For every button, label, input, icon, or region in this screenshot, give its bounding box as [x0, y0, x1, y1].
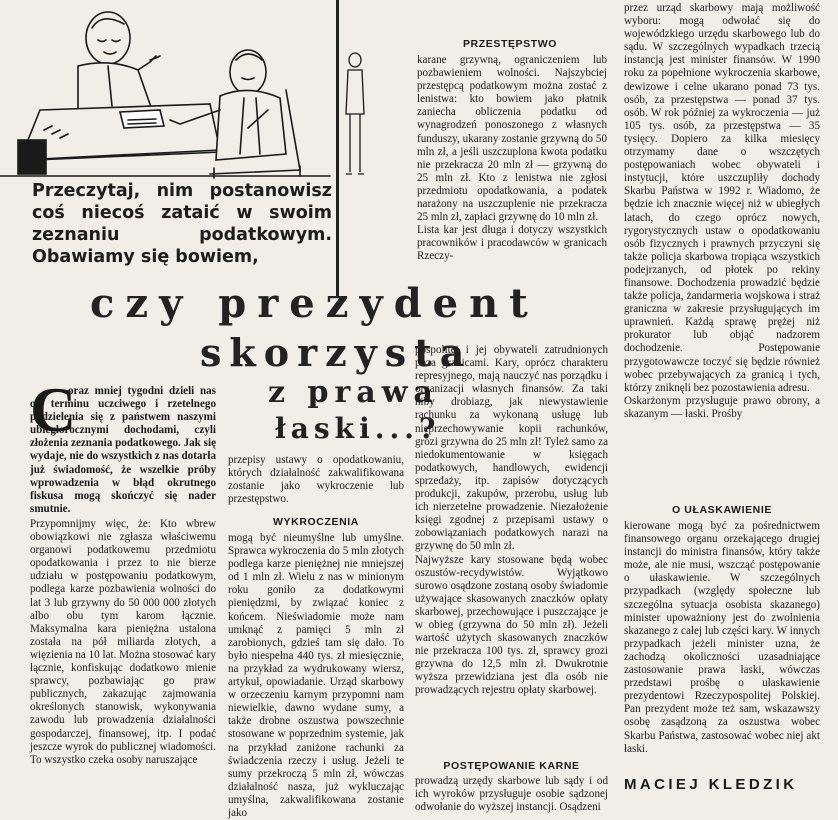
- figure-sketch: [344, 50, 366, 180]
- section-heading-postepowanie: POSTĘPOWANIE KARNE: [443, 760, 580, 772]
- column-right-text: przez urząd skarbowy mają możliwość wyboru: mogą odwołać się do wojewódzkiego urzędu skarbowego lub do sądu. W szczególnych wypadkach trzecią instancją jest minister finansów. W 1990 roku za popełnione wykroczenia skarbowe, dewizowe i celne ukarano ponad 73 tys. osób, za przestępstwa — ponad 37 tys. osób. W rok później za wykroczenia — już 105 tys. osób, za przestępstwa — 35 tysięcy. Dopiero za kilka miesięcy otrzymamy dane o wszczętych postępowaniach wobec obywateli i instytucji, które uszczupliły dochody Skarbu Państwa w 1992 r. Wiadomo, że będzie ich znacznie więcej niż w ubiegłych latach, do czego oprócz nowych, rygorystycznych ustaw o opodatkowaniu osób fizycznych i prawnych przyczyni się także policja skarbowa tropiąca wszystkich podejrzanych, od płotek po rekiny finansowe. Dochodzenia prowadzić będzie także policja, żandarmeria wojskowa i straż graniczna w zakresie przysługujących im uprawnień. Każdą sprawę prężej niż prokurator lub objąć nadzorem dochodzenie. Postępowanie przygotowawcze toczyć się będzie również wobec przebywających za granicą i tych, którzy zniknęli bez pozostawienia adresu. Oskarżonym przysługuje prawo obrony, a skazanym — łaski. Prośby: [624, 2, 820, 420]
- intro-paragraph: oraz mniej tygodni dzieli nas od terminu uczciwego i rzetelnego podzielenia się z państwem naszymi ubiegłorocznymi dochodami, czyli złożenia zeznania podatkowego. Jak się wydaje, nie do wszystkich z nas dotarła już świadomość, że wszelkie próby wprowadzenia w błąd okrutnego fiskusa mogą skończyć się nader smutnie.: [30, 385, 216, 515]
- column-przestepstwo-text: karane grzywną, ograniczeniem lub pozbawieniem wolności. Najszybciej przestępcą podatkowym można zostać z lenistwa: kto bowiem jako płatnik zaniecha obliczenia podatku od wynagrodzeń ponoszonego z własnych funduszy, ukarany zostanie grzywną do 50 mln zł, a jeśli uszczuplona kwota podatku nie przekracza 20 mln zł — grzywną do 25 mln zł. Kto z lenistwa nie zgłosi przedmiotu opodatkowania, a podatek narażony na uszczuplenie nie przekracza 25 mln zł, zapłaci grzywnę do 10 mln zł. Lista kar jest długa i dotyczy wszystkich pracowników i pracodawców w granicach Rzeczy-: [417, 54, 607, 263]
- column-two-body: mogą być nieumyślne lub umyślne. Sprawca wykroczenia do 5 mln złotych podlega karze pieniężnej nie mniejszej od 1 mln zł. Wielu z nas w minionym roku goniło za dodatkowymi pieniędzmi, by związać koniec z końcem. Nieświadomie może nam umknąć z pamięci 5 mln zł zarobionych, gdzieś tam się dało. To było niespełna 440 tys. zł miesięcznie, na przykład za wydrukowany wiersz, artykuł, opowiadanie. Urząd skarbowy w orzeczeniu karnym przypomni nam niewielkie, dawno wydane sumy, a także drobne oszustwa powszechnie stosowane w poprzednim systemie, jak na przykład zaniżone rachunki za świadczenia rzeczy i usług. Jeżeli te sumy przekroczą 5 mln zł, wówczas działalność nasza, już wykluczając umyślna, zakwalifikowana zostanie jako: [228, 532, 404, 819]
- drop-cap: C: [30, 374, 77, 445]
- column-divider: [336, 0, 339, 296]
- lead-text: Przeczytaj, nim postanowisz coś niecoś zataić w swoim zeznaniu podatkowym. Obawiamy się bowiem,: [32, 181, 332, 267]
- cartoon-illustration: [0, 0, 330, 178]
- column-two-top: przepisy ustawy o opodatkowaniu, których działalność zakwalifikowana zostanie jako wykroczenie lub przestępstwo.: [228, 454, 404, 506]
- column-three-bottom: prowadzą urzędy skarbowe lub sądy i od ich wyroków przysługuje osobie sądzonej odwołanie do wyższej instancji. Osądzeni: [415, 775, 608, 814]
- section-heading-przestepstwo: PRZESTĘPSTWO: [462, 38, 558, 50]
- headline-line-4: łaski...?: [275, 412, 441, 445]
- section-heading-wykroczenia: WYKROCZENIA: [273, 516, 359, 528]
- headline-line-1: czy prezydent: [90, 280, 539, 327]
- headline-line-2: skorzysta: [200, 330, 473, 375]
- column-right-bottom: kierowane mogą być za pośrednictwem finansowego organu orzekającego drugiej instancji do ministra finansów, który także może, ale nie musi, wszcząć postępowanie o ułaskawienie. W szczególnych przypadkach (względy społeczne lub szczególna sytuacja osobista skazanego) minister upoważniony jest do zwolnienia skazanego z całej lub części kary. W innych przypadkach jeżeli minister uzna, że zachodzą okoliczności uzasadniające zastosowanie prawa łaski, wówczas przedstawi prośbę o ułaskawienie prezydentowi Rzeczypospolitej Polskiej. Pan prezydent może też sam, wskazawszy osobę zasądzoną za oszustwa wobec Skarbu Państwa, zastosować wobec niej akt łaski.: [624, 520, 820, 755]
- section-heading-ulaskawienie: O UŁASKAWIENIE: [672, 504, 772, 516]
- column-one-body: Przypomnijmy więc, że: Kto wbrew obowiązkowi nie zgłasza właściwemu organowi podatkowemu przedmiotu opodatkowania i przez to nie bierze udziału w postępowaniu podatkowym, podlega karze pozbawienia wolności do lat 3 lub grzywny do 50 000 000 złotych albo obu tym karom łącznie. Maksymalna kara pieniężna ustalona została na pół miliarda złotych, a więzienia na 10 lat. Można stosować kary łącznie, konfiskując dodatkowo mienie sprawcy, pozbawiając go praw publicznych, zakazując zajmowania określonych stanowisk, wykonywania zawodu lub prowadzenia działalności gospodarczej, finansowej, itp. I podać jeszcze wyrok do publicznej wiadomości. To wszystko czeka osoby naruszające: [30, 518, 216, 766]
- headline-line-3: z prawa: [268, 375, 439, 410]
- author-signature: MACIEJ KLEDZIK: [624, 776, 798, 793]
- column-three-mid: pospolitej i jej obywateli zatrudnionych poza granicami. Kary, oprócz charakteru represyjnego, mają nauczyć nas porządku i organizacji własnych finansów. Za taki niby drobiazg, jak niewystawienie rachunku za wykonaną usługę lub nieprzechowywanie kopii rachunków, grozi grzywna do 25 mln zł! Tyleż samo za niedokumentowanie w księgach podatkowych, handlowych, ewidencji sprzedaży, itp. zapisów dotyczących produkcji, zakupów, przerobu, usług lub ich nierzetelne prowadzenie. Niezałożenie księgi zgodnej z przepisami ustawy o zobowiązaniach podatkowych narazi na grzywnę do 50 mln zł. Najwyższe kary stosowane będą wobec oszustów-recydywistów. Wyjątkowo surowo osądzone zostaną osoby świadomie używające skasowanych znaczków opłaty skarbowej, przechowujące i puszczające je w obieg (grzywna do 50 mln zł). Jeżeli wartość użytych skasowanych znaczków nie przekracza 100 tys. zł, sprawcy grozi grzywna do 12,5 mln zł. Dwukrotnie wyższa przewidziana jest dla osób nie prowadzących rejestru opłaty skarbowej.: [415, 344, 608, 697]
